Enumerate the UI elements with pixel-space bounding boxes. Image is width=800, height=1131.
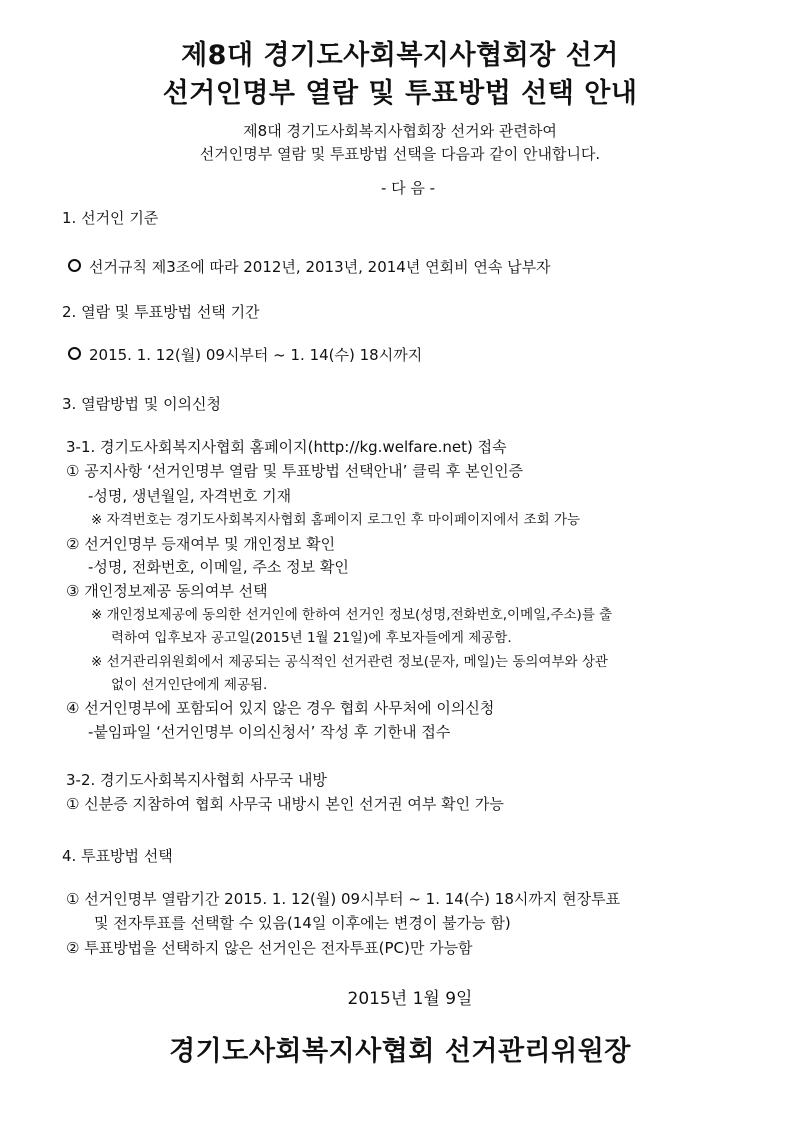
section-4-heading: 4. 투표방법 선택	[62, 847, 173, 865]
title-line-1: 제8대 경기도사회복지사협회장 선거	[181, 40, 619, 71]
issuer-name: 경기도사회복지사협회 선거관리위원장	[169, 1036, 631, 1067]
item-3-1-1-a: -성명, 생년월일, 자격번호 기재	[88, 487, 292, 505]
item-4-2: ② 투표방법을 선택하지 않은 선거인은 전자투표(PC)만 가능함	[66, 939, 473, 957]
section-2-bullet-text: 2015. 1. 12(월) 09시부터 ~ 1. 14(수) 18시까지	[89, 346, 423, 364]
separator: - 다 음 -	[380, 179, 436, 197]
item-3-1-1-note: ※ 자격번호는 경기도사회복지사협회 홈페이지 로그인 후 마이페이지에서 조회 가능	[91, 512, 581, 528]
item-3-1-2: ② 선거인명부 등재여부 및 개인정보 확인	[66, 535, 336, 553]
item-3-1-3: ③ 개인정보제공 동의여부 선택	[66, 582, 268, 600]
title-line-2: 선거인명부 열람 및 투표방법 선택 안내	[162, 78, 638, 109]
item-4-1-b: 및 전자투표를 선택할 수 있음(14일 이후에는 변경이 불가능 함)	[94, 914, 511, 932]
section-1-heading: 1. 선거인 기준	[62, 209, 159, 227]
hollow-circle-icon	[68, 259, 81, 272]
section-1-bullet	[68, 257, 551, 277]
item-3-1-3-note-1b: 력하여 입후보자 공고일(2015년 1월 21일)에 후보자들에게 제공함.	[111, 630, 512, 646]
section-2-bullet	[68, 345, 422, 365]
section-3-2-heading: 3-2. 경기도사회복지사협회 사무국 내방	[66, 771, 327, 789]
item-3-1-3-note-2b: 없이 선거인단에게 제공됨.	[111, 677, 268, 693]
intro-line-2: 선거인명부 열람 및 투표방법 선택을 다음과 같이 안내합니다.	[199, 145, 601, 163]
item-3-1-4: ④ 선거인명부에 포함되어 있지 않은 경우 협회 사무처에 이의신청	[66, 699, 495, 717]
item-3-1-3-note-1a: ※ 개인정보제공에 동의한 선거인에 한하여 선거인 정보(성명,전화번호,이메일,주소)를 출	[91, 607, 613, 623]
intro-line-1: 제8대 경기도사회복지사협회장 선거와 관련하여	[243, 122, 557, 140]
item-3-1-4-a: -붙임파일 ‘선거인명부 이의신청서’ 작성 후 기한내 접수	[88, 723, 451, 741]
section-3-1-heading: 3-1. 경기도사회복지사협회 홈페이지(http://kg.welfare.net) 접속	[66, 438, 507, 456]
hollow-circle-icon	[68, 347, 81, 360]
item-3-1-1: ① 공지사항 ‘선거인명부 열람 및 투표방법 선택안내’ 클릭 후 본인인증	[66, 462, 524, 480]
section-2-heading: 2. 열람 및 투표방법 선택 기간	[62, 303, 260, 321]
item-3-2-1: ① 신분증 지참하여 협회 사무국 내방시 본인 선거권 여부 확인 가능	[66, 795, 504, 813]
section-1-bullet-text: 선거규칙 제3조에 따라 2012년, 2013년, 2014년 연회비 연속 납부자	[89, 258, 551, 276]
item-3-1-3-note-2a: ※ 선거관리위원회에서 제공되는 공식적인 선거관련 정보(문자, 메일)는 동의여부와 상관	[91, 654, 608, 670]
item-4-1-a: ① 선거인명부 열람기간 2015. 1. 12(월) 09시부터 ~ 1. 14(수) 18시까지 현장투표	[66, 890, 621, 908]
section-3-heading: 3. 열람방법 및 이의신청	[62, 395, 222, 413]
item-3-1-2-a: -성명, 전화번호, 이메일, 주소 정보 확인	[88, 558, 349, 576]
issue-date: 2015년 1월 9일	[347, 989, 473, 1009]
